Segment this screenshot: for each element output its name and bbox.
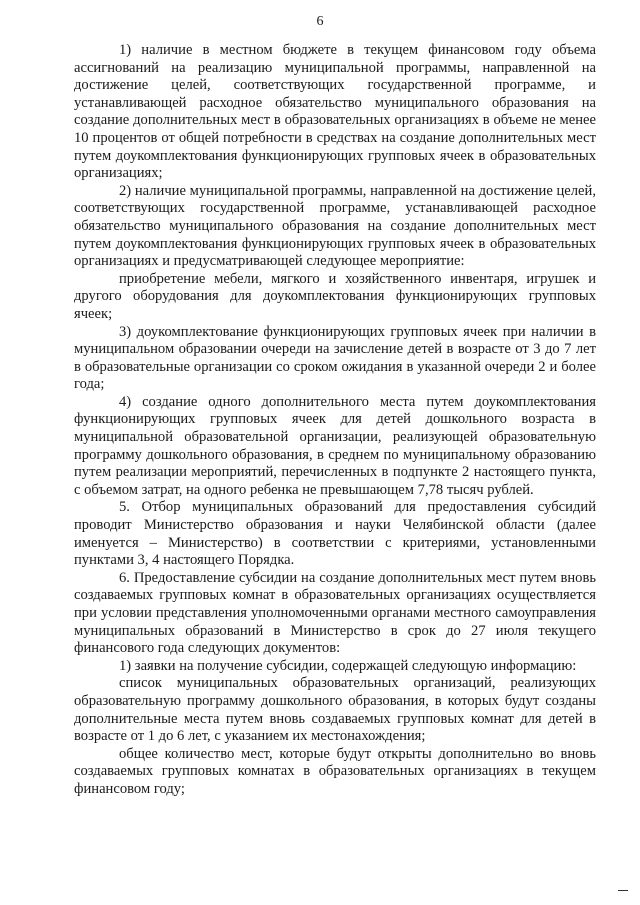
paragraph-5: 4) создание одного дополнительного места путем доукомплектования функционирующих групповых ячеек для детей дошкольного возраста в муниципальной образовательной организации, реализующей образовательную программу дошкольного образования, в среднем по муниципальному образованию путем реализации мероприятий, перечисленных в подпункте 2 настоящего пункта, с объемом затрат, на одного ребенка не превышающем 7,78 тысяч рублей. [74, 393, 596, 498]
paragraph-4: 3) доукомплектование функционирующих групповых ячеек при наличии в муниципальном образовании очереди на зачисление детей в возрасте от 3 до 7 лет в образовательные организации со сроком ожидания в указанной очереди 2 и более года; [74, 323, 596, 393]
scan-corner-mark [618, 890, 628, 891]
page-number: 6 [316, 14, 324, 29]
paragraph-7: 6. Предоставление субсидии на создание дополнительных мест путем вновь создаваемых групповых комнат в образовательных организациях осуществляется при условии представления уполномоченными органами местного самоуправления муниципальных образований в Министерство в срок до 27 июля текущего финансового года следующих документов: [74, 569, 596, 657]
document-body [74, 42, 596, 799]
paragraph-10: общее количество мест, которые будут открыты дополнительно во вновь создаваемых групповых комнатах в образовательных организациях в текущем финансовом году; [74, 745, 596, 797]
paragraph-9: список муниципальных образовательных организаций, реализующих образовательную программу дошкольного образования, в которых будут созданы дополнительные места путем вновь создаваемых групповых комнат для детей в возрасте от 1 до 6 лет, с указанием их местонахождения; [74, 675, 596, 745]
paragraph-1: 1) наличие в местном бюджете в текущем финансовом году объема ассигнований на реализацию муниципальной программы, направленной на достижение целей, соответствующих государственной программе, и устанавливающей расходное обязательство муниципального образования на создание дополнительных мест в образовательных организациях в объеме не менее 10 процентов от общей потребности в средствах на создание дополнительных мест путем доукомплектования функционирующих групповых ячеек в образовательных организациях; [74, 42, 596, 182]
paragraph-8: 1) заявки на получение субсидии, содержащей следующую информацию: [119, 657, 577, 674]
paragraph-6: 5. Отбор муниципальных образований для предоставления субсидий проводит Министерство образования и науки Челябинской области (далее именуется – Министерство) в соответствии с критериями, установленными пунктами 3, 4 настоящего Порядка. [74, 499, 596, 569]
paragraph-2: 2) наличие муниципальной программы, направленной на достижение целей, соответствующих государственной программе, устанавливающей расходное обязательство муниципального образования на создание дополнительных мест путем доукомплектования функционирующих групповых ячеек в образовательных организациях и предусматривающей следующее мероприятие: [74, 182, 596, 270]
paragraph-3: приобретение мебели, мягкого и хозяйственного инвентаря, игрушек и другого оборудования для доукомплектования функционирующих групповых ячеек; [74, 270, 596, 322]
